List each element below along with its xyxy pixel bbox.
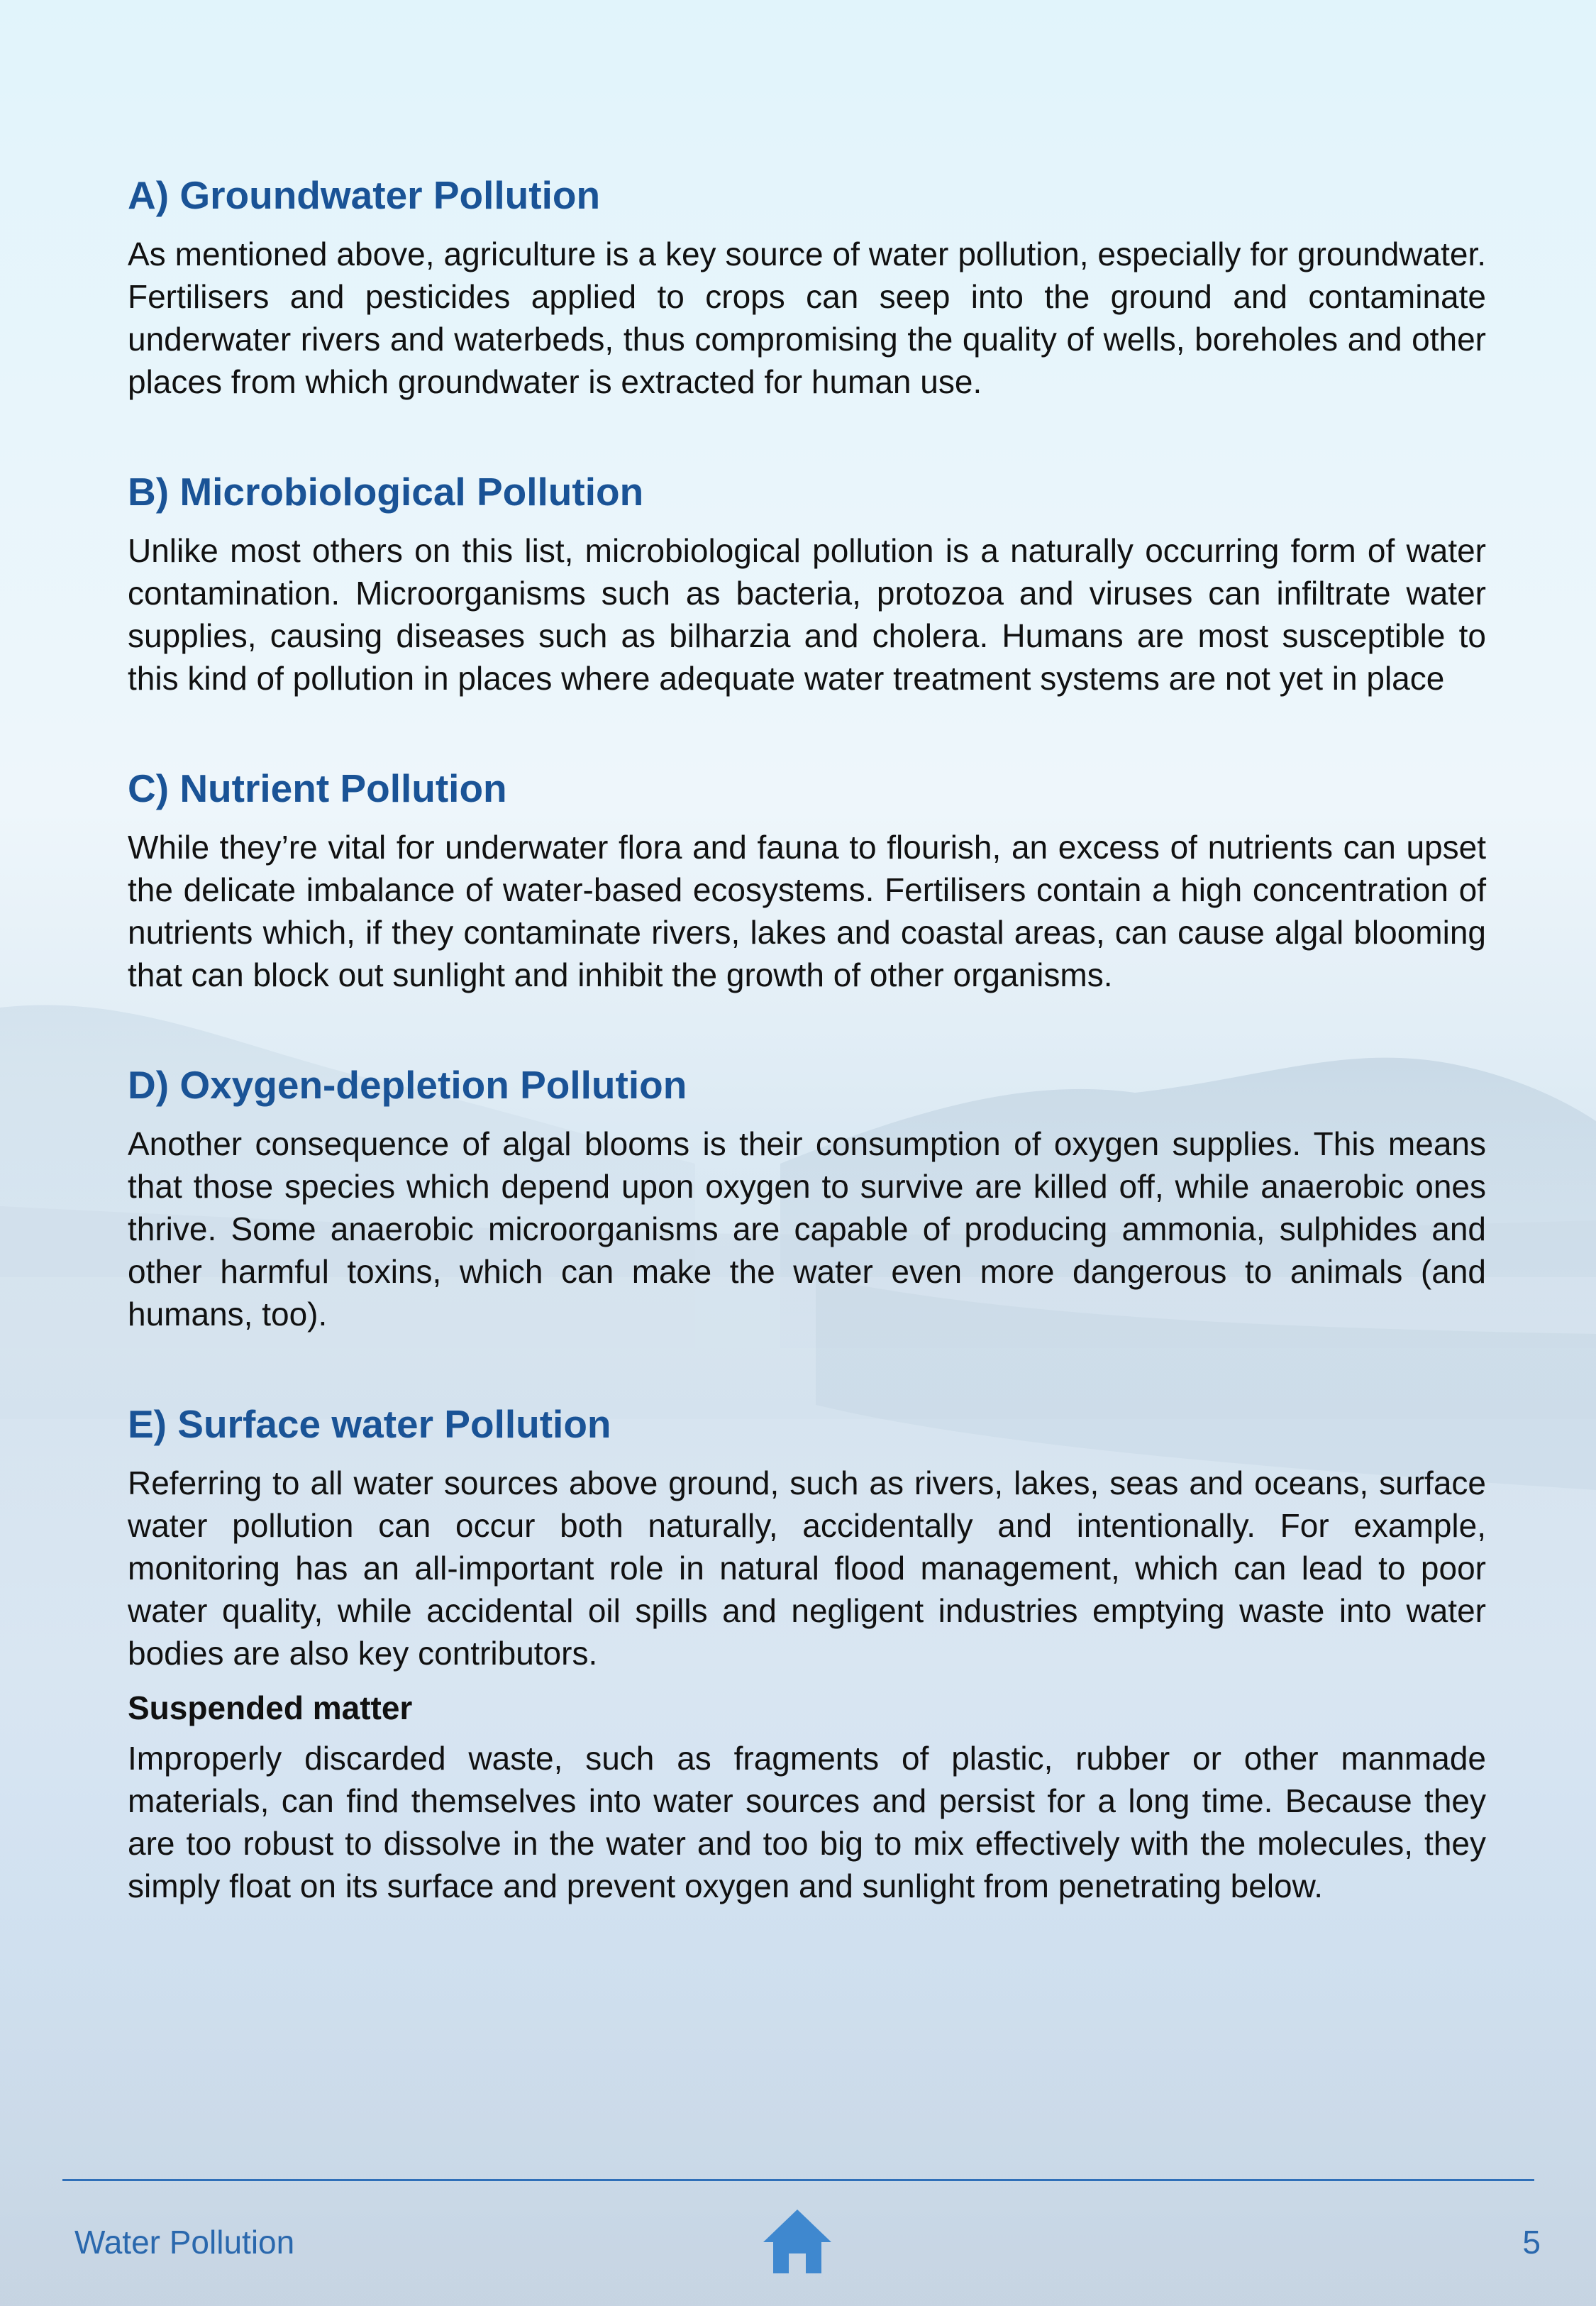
section-heading: B) Microbiological Pollution — [128, 470, 644, 514]
section-nutrient-pollution — [128, 763, 1486, 996]
section-microbiological-pollution — [128, 467, 1486, 700]
section-surface-water-pollution — [128, 1399, 1486, 1907]
section-paragraph: Unlike most others on this list, microbiological pollution is a naturally occurring form of water contamination. Microorganisms such as bacteria, protozoa and viruses can infiltrate water supplies, causing diseases such as bilharzia and cholera. Humans are most susceptible to this kind of pollution in places where adequate water treatment systems are not yet in place — [128, 532, 1486, 697]
section-heading: C) Nutrient Pollution — [128, 766, 507, 810]
section-paragraph: Another consequence of algal blooms is their consumption of oxygen supplies. This means that those species which depend upon oxygen to survive are killed off, while anaerobic ones thrive. Some anaerobic microorganisms are capable of producing ammonia, sulphides and other harmful toxins, which can make the water even more dangerous to animals (and humans, too). — [128, 1125, 1486, 1333]
footer-document-title: Water Pollution — [74, 2224, 295, 2261]
section-paragraph: Referring to all water sources above ground, such as rivers, lakes, seas and oceans, surface water pollution can occur both naturally, accidentally and intentionally. For example, monitoring has an all-important role in natural flood management, which can lead to poor water quality, while accidental oil spills and negligent industries emptying waste into water bodies are also key contributors. — [128, 1464, 1486, 1672]
home-icon[interactable] — [760, 2207, 834, 2276]
page-number: 5 — [1522, 2224, 1541, 2261]
section-heading: A) Groundwater Pollution — [128, 173, 601, 217]
section-groundwater-pollution — [128, 170, 1486, 403]
section-paragraph: As mentioned above, agriculture is a key source of water pollution, especially for groundwater. Fertilisers and pesticides applied to crops can seep into the ground and contaminate underwater rivers and waterbeds, thus compromising the quality of wells, boreholes and other places from which groundwater is extracted for human use. — [128, 236, 1486, 400]
document-body — [128, 170, 1486, 1907]
section-heading: E) Surface water Pollution — [128, 1402, 611, 1446]
footer-divider — [62, 2179, 1534, 2181]
section-paragraph: While they’re vital for underwater flora and fauna to flourish, an excess of nutrients can upset the delicate imbalance of water-based ecosystems. Fertilisers contain a high concentration of nutrients which, if they contaminate rivers, lakes and coastal areas, can cause algal blooming that can block out sunlight and inhibit the growth of other organisms. — [128, 829, 1486, 993]
section-heading: D) Oxygen-depletion Pollution — [128, 1063, 687, 1107]
subsection-heading: Suspended matter — [128, 1689, 413, 1726]
section-oxygen-depletion-pollution — [128, 1060, 1486, 1335]
subsection-paragraph: Improperly discarded waste, such as fragments of plastic, rubber or other manmade materials, can find themselves into water sources and persist for a long time. Because they are too robust to dissolve in the water and too big to mix effectively with the molecules, they simply float on its surface and prevent oxygen and sunlight from penetrating below. — [128, 1740, 1486, 1904]
